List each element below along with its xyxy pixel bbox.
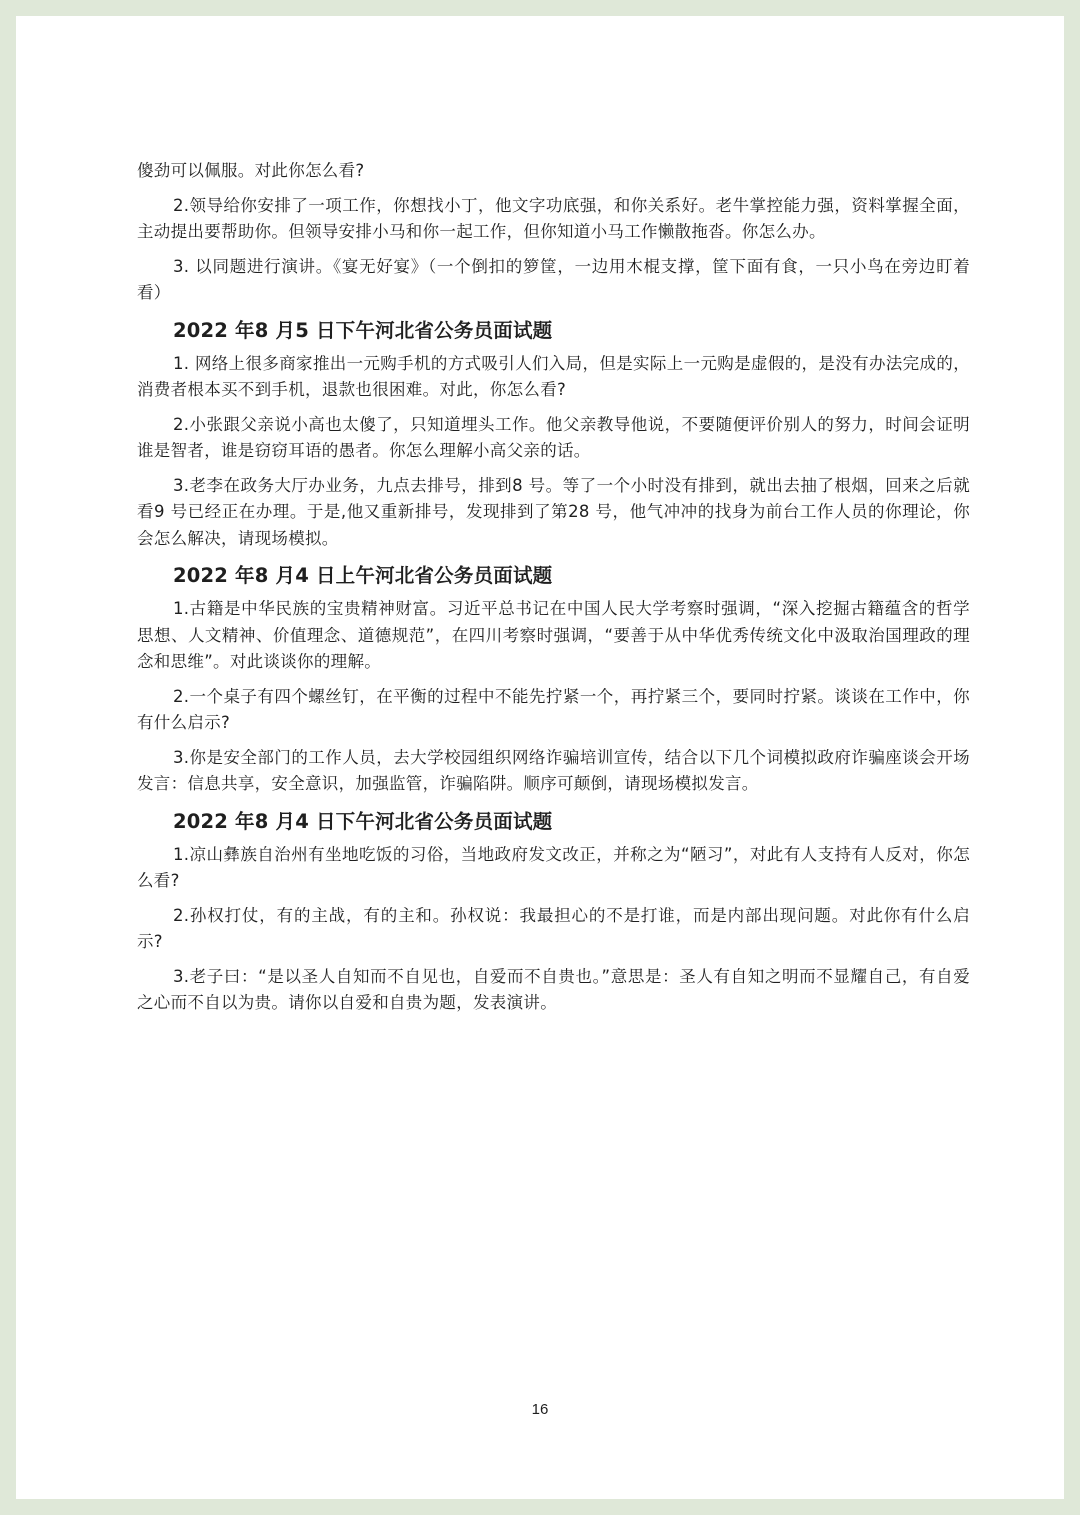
question-paragraph: 1. 网络上很多商家推出一元购手机的方式吸引人们入局，但是实际上一元购是虚假的，是没有办法完成的，消费者根本买不到手机，退款也很困难。对此，你怎么看? — [137, 353, 970, 399]
page-content — [137, 158, 970, 1017]
question-paragraph: 3.你是安全部门的工作人员，去大学校园组织网络诈骗培训宣传，结合以下几个词模拟政府诈骗座谈会开场发言：信息共享，安全意识，加强监管，诈骗陷阱。顺序可颠倒，请现场模拟发言。 — [137, 747, 970, 793]
question-paragraph: 2.领导给你安排了一项工作，你想找小丁，他文字功底强，和你关系好。老牛掌控能力强，资料掌握全面，主动提出要帮助你。但领导安排小马和你一起工作，但你知道小马工作懒散拖沓。你怎么办。 — [137, 195, 970, 241]
section-heading: 2022 年8 月4 日上午河北省公务员面试题 — [173, 564, 553, 587]
continuation-paragraph: 傻劲可以佩服。对此你怎么看? — [137, 161, 365, 180]
question-paragraph: 2.小张跟父亲说小高也太傻了，只知道埋头工作。他父亲教导他说，不要随便评价别人的努力，时间会证明谁是智者，谁是窃窃耳语的愚者。你怎么理解小高父亲的话。 — [137, 414, 970, 460]
page-number: 16 — [531, 1401, 549, 1418]
document-page — [16, 16, 1064, 1499]
question-paragraph: 3. 以同题进行演讲。《宴无好宴》（一个倒扣的箩筐，一边用木棍支撑，筐下面有食，一只小鸟在旁边盯着看） — [137, 256, 970, 302]
question-paragraph: 2.一个桌子有四个螺丝钉，在平衡的过程中不能先拧紧一个，再拧紧三个，要同时拧紧。谈谈在工作中，你有什么启示? — [137, 686, 970, 732]
question-paragraph: 3.老子曰：“是以圣人自知而不自见也，自爱而不自贵也。”意思是：圣人有自知之明而不显耀自己，有自爱之心而不自以为贵。请你以自爱和自贵为题，发表演讲。 — [137, 966, 970, 1012]
section-heading: 2022 年8 月4 日下午河北省公务员面试题 — [173, 809, 553, 833]
question-paragraph: 2.孙权打仗，有的主战，有的主和。孙权说：我最担心的不是打谁，而是内部出现问题。对此你有什么启示? — [137, 905, 970, 951]
question-paragraph: 3.老李在政务大厅办业务，九点去排号，排到8 号。等了一个小时没有排到，就出去抽了根烟，回来之后就看9 号已经正在办理。于是,他又重新排号，发现排到了第28 号，他气冲冲的找身为前台工作人员的你理论，你会怎么解决，请现场模拟。 — [137, 475, 970, 548]
question-paragraph: 1.凉山彝族自治州有坐地吃饭的习俗，当地政府发文改正，并称之为“陋习”，对此有人支持有人反对，你怎么看? — [137, 844, 970, 890]
question-paragraph: 1.古籍是中华民族的宝贵精神财富。习近平总书记在中国人民大学考察时强调，“深入挖掘古籍蕴含的哲学思想、人文精神、价值理念、道德规范”，在四川考察时强调，“要善于从中华优秀传统文化中汲取治国理政的理念和思维”。对此谈谈你的理解。 — [137, 599, 970, 671]
section-heading: 2022 年8 月5 日下午河北省公务员面试题 — [173, 318, 553, 342]
